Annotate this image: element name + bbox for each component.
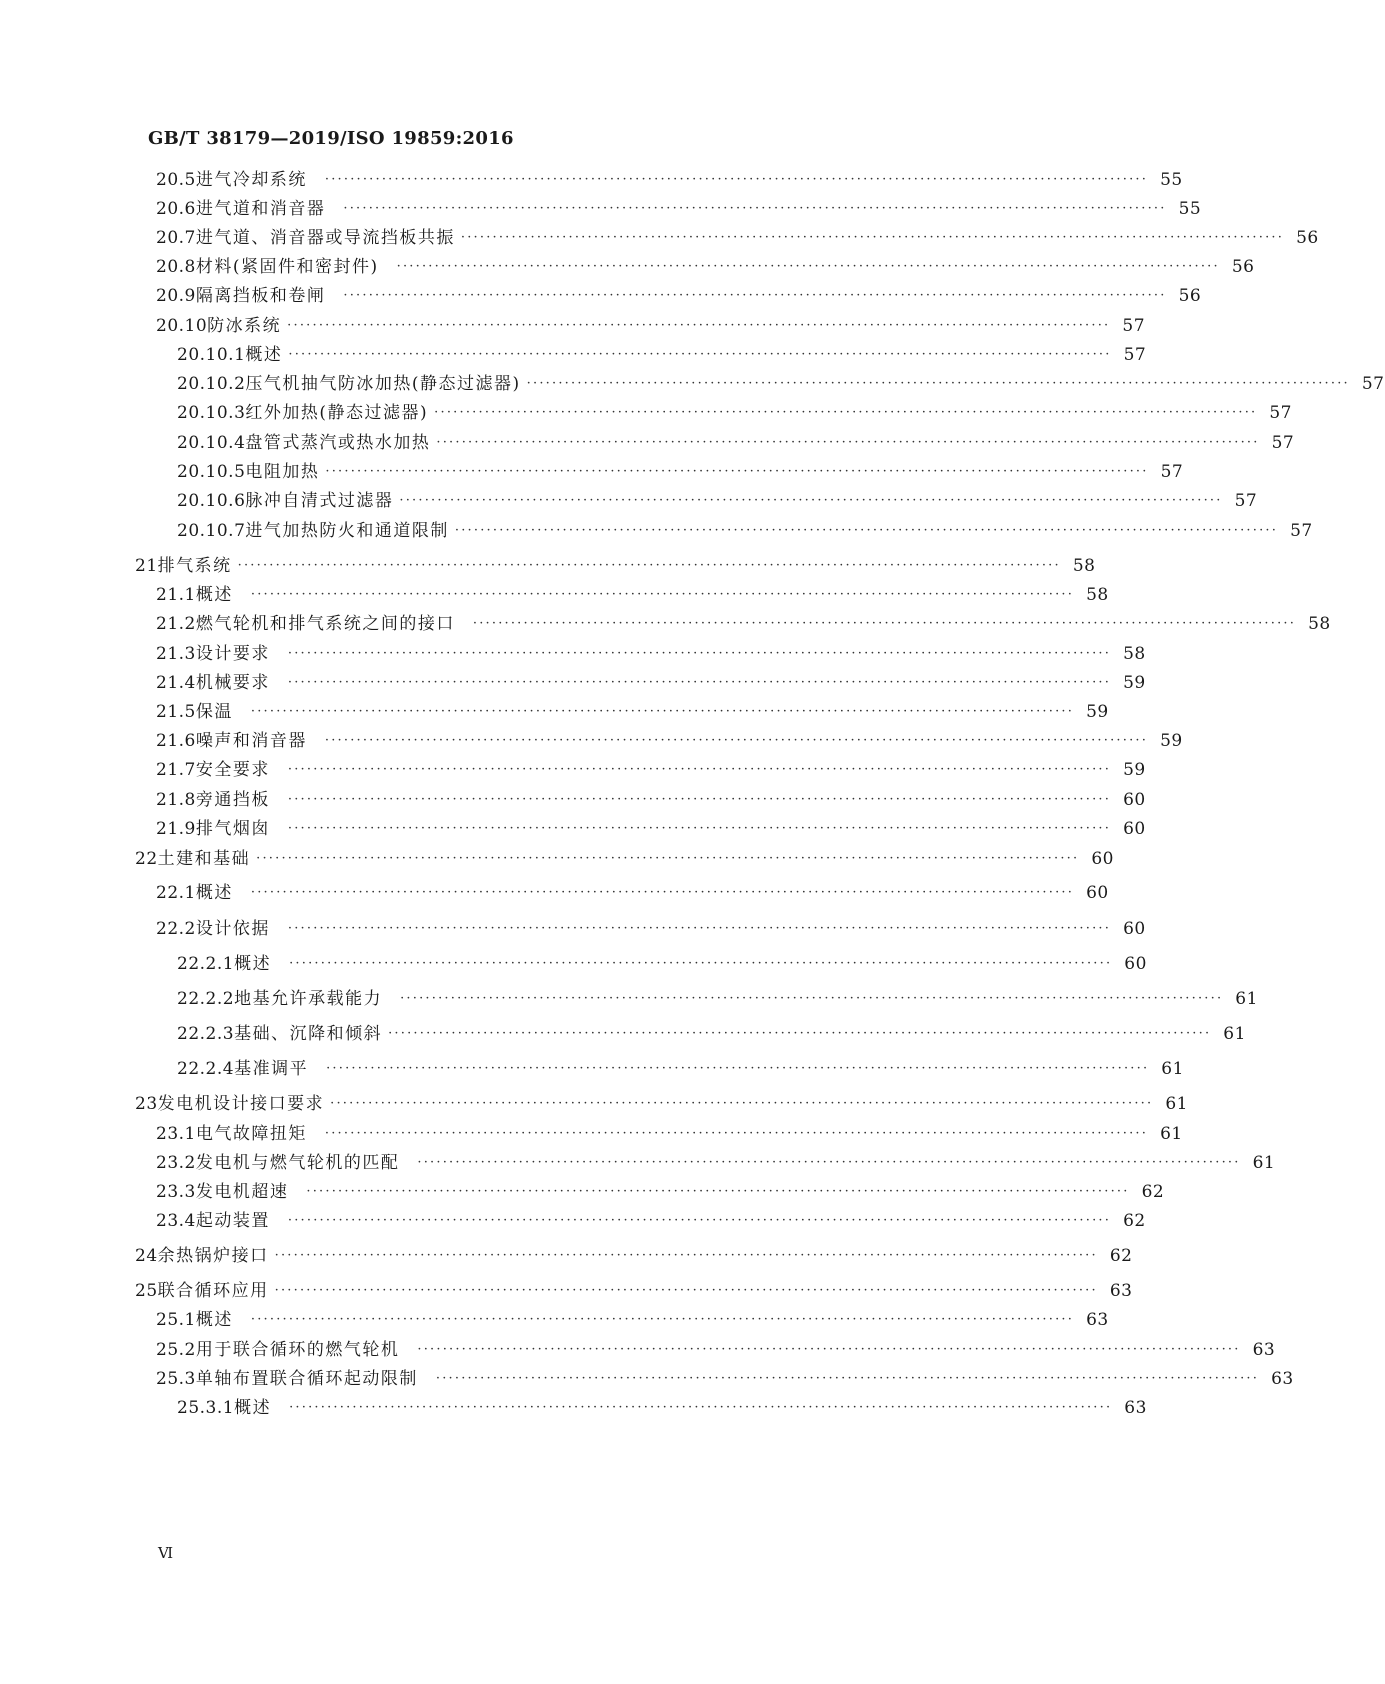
toc-entry-number: 21.3 [156, 644, 196, 664]
toc-entry-page: 57 [1234, 491, 1258, 511]
toc-entry-title: 联合循环应用 [157, 1281, 269, 1301]
toc-entry-number: 21.1 [156, 585, 196, 605]
toc-entry-title: 发电机与燃气轮机的匹配 [195, 1153, 400, 1173]
toc-entry-number: 20.10.7 [177, 521, 246, 541]
toc-entry[interactable] [0, 787, 1191, 813]
toc-leader-dots: ·································································································································· [399, 493, 1223, 508]
toc-entry[interactable] [0, 916, 1191, 942]
toc-entry-title: 用于联合循环的燃气轮机 [195, 1340, 400, 1360]
toc-entry[interactable] [0, 459, 1191, 485]
toc-leader-dots: ·································································································································· [289, 956, 1113, 971]
toc-entry[interactable] [0, 1150, 1276, 1176]
toc-entry-title: 单轴布置联合循环起动限制 [195, 1369, 418, 1389]
toc-leader-dots: ·································································································································· [330, 1096, 1154, 1111]
toc-leader-dots: ·································································································································· [325, 464, 1149, 479]
toc-entry[interactable] [0, 225, 1319, 251]
toc-entry-title: 概述 [195, 883, 233, 903]
toc-leader-dots: ·································································································································· [237, 558, 1061, 573]
toc-entry-number: 21.7 [156, 760, 196, 780]
toc-entry-number: 20.8 [156, 257, 196, 277]
toc-entry-page: 60 [1123, 790, 1146, 810]
toc-entry-page: 61 [1165, 1094, 1188, 1114]
toc-entry[interactable] [0, 1243, 1191, 1269]
toc-entry-number: 25.3.1 [177, 1398, 235, 1418]
toc-entry-number: 23 [135, 1094, 158, 1114]
toc-entry-number: 25.2 [156, 1340, 196, 1360]
toc-entry-number: 20.6 [156, 199, 196, 219]
toc-entry[interactable] [0, 1179, 1191, 1205]
toc-entry-page: 57 [1269, 403, 1292, 423]
toc-entry-title: 进气道和消音器 [195, 199, 326, 219]
toc-entry[interactable] [0, 611, 1331, 637]
toc-entry-title: 概述 [234, 954, 272, 974]
toc-entry-title: 发电机超速 [195, 1182, 289, 1202]
toc-leader-dots: ·································································································································· [287, 675, 1112, 690]
toc-entry-title: 电气故障扭矩 [195, 1124, 307, 1144]
toc-entry[interactable] [0, 1121, 1191, 1147]
toc-entry-number: 20.10.1 [177, 345, 246, 365]
toc-entry-number: 20.10.4 [177, 433, 246, 453]
toc-entry-page: 60 [1123, 919, 1146, 939]
toc-entry-page: 62 [1123, 1211, 1146, 1231]
toc-entry[interactable] [0, 1366, 1294, 1392]
toc-entry-number: 23.1 [156, 1124, 196, 1144]
toc-leader-dots: ·································································································································· [256, 851, 1080, 866]
toc-entry-page: 57 [1361, 374, 1385, 394]
toc-entry[interactable] [0, 880, 1191, 906]
toc-entry-number: 22.1 [156, 883, 196, 903]
toc-entry-title: 概述 [245, 345, 283, 365]
toc-entry-page: 61 [1223, 1024, 1246, 1044]
toc-entry-number: 21.5 [156, 702, 196, 722]
toc-entry-page: 63 [1086, 1310, 1109, 1330]
toc-entry-title: 基准调平 [234, 1059, 309, 1079]
toc-entry[interactable] [0, 1278, 1191, 1304]
toc-entry[interactable] [0, 518, 1313, 544]
toc-leader-dots: ·································································································································· [306, 1184, 1130, 1199]
toc-entry[interactable] [0, 1337, 1276, 1363]
toc-entry[interactable] [0, 641, 1191, 667]
toc-entry-page: 55 [1178, 199, 1202, 219]
toc-leader-dots: ·································································································································· [287, 762, 1112, 777]
toc-entry-page: 59 [1160, 731, 1183, 751]
toc-leader-dots: ·································································································································· [436, 435, 1260, 450]
toc-entry-page: 61 [1160, 1124, 1183, 1144]
toc-entry-title: 压气机抽气防冰加热(静态过滤器) [245, 374, 521, 394]
toc-entry[interactable] [0, 167, 1191, 193]
toc-leader-dots: ·································································································································· [324, 1126, 1149, 1141]
toc-entry[interactable] [0, 371, 1385, 397]
toc-entry-page: 59 [1086, 702, 1109, 722]
toc-entry[interactable] [0, 1307, 1191, 1333]
toc-entry-number: 22.2.2 [177, 989, 235, 1009]
toc-leader-dots: ·································································································································· [324, 733, 1149, 748]
toc-entry[interactable] [0, 757, 1191, 783]
toc-entry-title: 进气道、消音器或导流挡板共振 [195, 228, 455, 248]
toc-entry-number: 25 [135, 1281, 158, 1301]
toc-leader-dots: ·································································································································· [287, 318, 1111, 333]
toc-entry-number: 20.10 [156, 316, 208, 336]
toc-leader-dots: ·································································································································· [287, 921, 1112, 936]
toc-entry-title: 进气加热防火和通道限制 [245, 521, 449, 541]
toc-entry-page: 59 [1123, 673, 1146, 693]
toc-entry-page: 63 [1252, 1340, 1276, 1360]
toc-entry[interactable] [0, 1395, 1191, 1421]
toc-entry[interactable] [0, 1021, 1246, 1047]
toc-entry-page: 60 [1123, 819, 1146, 839]
toc-entry-title: 地基允许承载能力 [234, 989, 383, 1009]
toc-entry[interactable] [0, 846, 1191, 872]
toc-entry-page: 61 [1161, 1059, 1184, 1079]
toc-leader-dots: ·································································································································· [343, 201, 1167, 216]
toc-leader-dots: ·································································································································· [400, 991, 1224, 1006]
toc-entry-title: 基础、沉降和倾斜 [234, 1024, 383, 1044]
toc-entry-number: 23.4 [156, 1211, 196, 1231]
toc-leader-dots: ·································································································································· [343, 288, 1167, 303]
toc-entry-title: 起动装置 [195, 1211, 270, 1231]
toc-entry-title: 脉冲自清式过滤器 [245, 491, 394, 511]
toc-leader-dots: ·································································································································· [388, 1026, 1212, 1041]
toc-entry-title: 隔离挡板和卷闸 [195, 286, 326, 306]
toc-entry-page: 58 [1123, 644, 1146, 664]
toc-entry-page: 55 [1160, 170, 1183, 190]
toc-entry-title: 概述 [195, 1310, 233, 1330]
toc-entry-title: 材料(紧固件和密封件) [195, 257, 379, 277]
toc-entry[interactable] [0, 1208, 1191, 1234]
toc-entry-number: 20.10.2 [177, 374, 246, 394]
toc-leader-dots: ·································································································································· [396, 259, 1220, 274]
toc-leader-dots: ·································································································································· [417, 1342, 1241, 1357]
toc-entry-number: 20.7 [156, 228, 196, 248]
toc-entry[interactable] [0, 283, 1202, 309]
toc-entry-number: 20.9 [156, 286, 196, 306]
toc-entry-page: 57 [1290, 521, 1313, 541]
toc-leader-dots: ·································································································································· [460, 230, 1285, 245]
toc-entry-page: 56 [1178, 286, 1202, 306]
toc-entry[interactable] [0, 816, 1191, 842]
toc-leader-dots: ·································································································································· [250, 587, 1075, 602]
toc-entry-number: 24 [135, 1246, 158, 1266]
document-header: GB/T 38179—2019/ISO 19859:2016 [148, 128, 514, 149]
toc-entry-page: 58 [1072, 556, 1096, 576]
toc-leader-dots: ·································································································································· [472, 616, 1297, 631]
toc-entry-page: 63 [1271, 1369, 1294, 1389]
toc-entry-page: 56 [1231, 257, 1255, 277]
toc-entry-number: 22.2 [156, 919, 196, 939]
toc-leader-dots: ·································································································································· [435, 1371, 1260, 1386]
toc-entry-number: 21.2 [156, 614, 196, 634]
toc-entry-title: 发电机设计接口要求 [157, 1094, 325, 1114]
toc-entry[interactable] [0, 553, 1191, 579]
toc-entry-number: 25.1 [156, 1310, 196, 1330]
toc-entry[interactable] [0, 1056, 1191, 1082]
toc-entry-title: 电阻加热 [245, 462, 320, 482]
toc-entry-page: 61 [1252, 1153, 1276, 1173]
toc-entry[interactable] [0, 728, 1191, 754]
toc-leader-dots: ·································································································································· [287, 646, 1112, 661]
toc-entry[interactable] [0, 313, 1191, 339]
toc-entry[interactable] [0, 488, 1258, 514]
toc-entry[interactable] [0, 1091, 1191, 1117]
toc-entry-number: 21.8 [156, 790, 196, 810]
toc-entry-title: 红外加热(静态过滤器) [245, 403, 429, 423]
toc-leader-dots: ·································································································································· [289, 1400, 1113, 1415]
toc-entry[interactable] [0, 986, 1258, 1012]
toc-entry-title: 防冰系统 [207, 316, 282, 336]
toc-entry-page: 63 [1109, 1281, 1133, 1301]
toc-entry-number: 20.5 [156, 170, 196, 190]
toc-entry[interactable] [0, 582, 1191, 608]
toc-entry-page: 57 [1122, 316, 1146, 336]
toc-entry-page: 57 [1160, 462, 1184, 482]
toc-leader-dots: ·································································································································· [287, 792, 1112, 807]
toc-leader-dots: ·································································································································· [287, 1213, 1112, 1228]
toc-entry-page: 58 [1086, 585, 1109, 605]
toc-leader-dots: ·································································································································· [250, 704, 1075, 719]
toc-leader-dots: ·································································································································· [274, 1283, 1098, 1298]
toc-entry-number: 20.10.5 [177, 462, 246, 482]
toc-entry[interactable] [0, 951, 1191, 977]
toc-leader-dots: ·································································································································· [417, 1155, 1241, 1170]
toc-entry[interactable] [0, 342, 1191, 368]
toc-entry-number: 25.3 [156, 1369, 196, 1389]
toc-entry-title: 进气冷却系统 [195, 170, 307, 190]
toc-entry-number: 23.2 [156, 1153, 196, 1173]
toc-entry-title: 排气烟囱 [195, 819, 270, 839]
toc-leader-dots: ·································································································································· [326, 1061, 1150, 1076]
toc-entry-title: 概述 [234, 1398, 272, 1418]
toc-leader-dots: ·································································································································· [454, 523, 1279, 538]
toc-entry-page: 60 [1086, 883, 1109, 903]
page-folio: Ⅵ [158, 1544, 174, 1562]
toc-entry-number: 20.10.3 [177, 403, 246, 423]
toc-entry-number: 23.3 [156, 1182, 196, 1202]
toc-entry-title: 机械要求 [195, 673, 270, 693]
toc-entry-title: 噪声和消音器 [195, 731, 307, 751]
toc-leader-dots: ·································································································································· [250, 885, 1075, 900]
toc-leader-dots: ·································································································································· [526, 376, 1350, 391]
toc-entry-page: 58 [1308, 614, 1331, 634]
toc-entry-number: 22.2.4 [177, 1059, 235, 1079]
toc-entry[interactable] [0, 400, 1292, 426]
toc-entry-title: 盘管式蒸汽或热水加热 [245, 433, 431, 453]
toc-entry-page: 57 [1123, 345, 1147, 365]
toc-leader-dots: ·································································································································· [274, 1248, 1098, 1263]
toc-entry-title: 设计要求 [195, 644, 270, 664]
toc-entry-title: 安全要求 [195, 760, 270, 780]
toc-entry-number: 22 [135, 849, 158, 869]
toc-entry-title: 保温 [195, 702, 233, 722]
toc-entry-number: 22.2.3 [177, 1024, 235, 1044]
toc-leader-dots: ·································································································································· [324, 172, 1149, 187]
toc-leader-dots: ·································································································································· [287, 821, 1112, 836]
toc-entry[interactable] [0, 196, 1202, 222]
toc-entry-title: 燃气轮机和排气系统之间的接口 [195, 614, 455, 634]
toc-entry-page: 60 [1124, 954, 1147, 974]
toc-entry-title: 旁通挡板 [195, 790, 270, 810]
toc-leader-dots: ·································································································································· [434, 405, 1258, 420]
toc-entry-title: 余热锅炉接口 [157, 1246, 269, 1266]
toc-entry-page: 59 [1123, 760, 1146, 780]
toc-entry-number: 21.9 [156, 819, 196, 839]
toc-entry[interactable] [0, 254, 1255, 280]
toc-entry[interactable] [0, 430, 1295, 456]
toc-entry[interactable] [0, 699, 1191, 725]
toc-entry-number: 20.10.6 [177, 491, 246, 511]
toc-entry-number: 21.6 [156, 731, 196, 751]
toc-leader-dots: ·································································································································· [250, 1312, 1075, 1327]
toc-entry-number: 21.4 [156, 673, 196, 693]
toc-entry-title: 设计依据 [195, 919, 270, 939]
toc-entry[interactable] [0, 670, 1191, 696]
toc-entry-number: 22.2.1 [177, 954, 235, 974]
toc-entry-page: 57 [1271, 433, 1295, 453]
toc-entry-title: 土建和基础 [157, 849, 251, 869]
toc-entry-title: 排气系统 [157, 556, 232, 576]
toc-leader-dots: ·································································································································· [288, 347, 1112, 362]
toc-entry-page: 60 [1091, 849, 1114, 869]
toc-entry-title: 概述 [195, 585, 233, 605]
toc-entry-page: 56 [1296, 228, 1319, 248]
toc-entry-page: 63 [1124, 1398, 1147, 1418]
toc-entry-page: 61 [1235, 989, 1258, 1009]
toc-entry-page: 62 [1109, 1246, 1133, 1266]
toc-entry-number: 21 [135, 556, 158, 576]
toc-entry-page: 62 [1141, 1182, 1165, 1202]
